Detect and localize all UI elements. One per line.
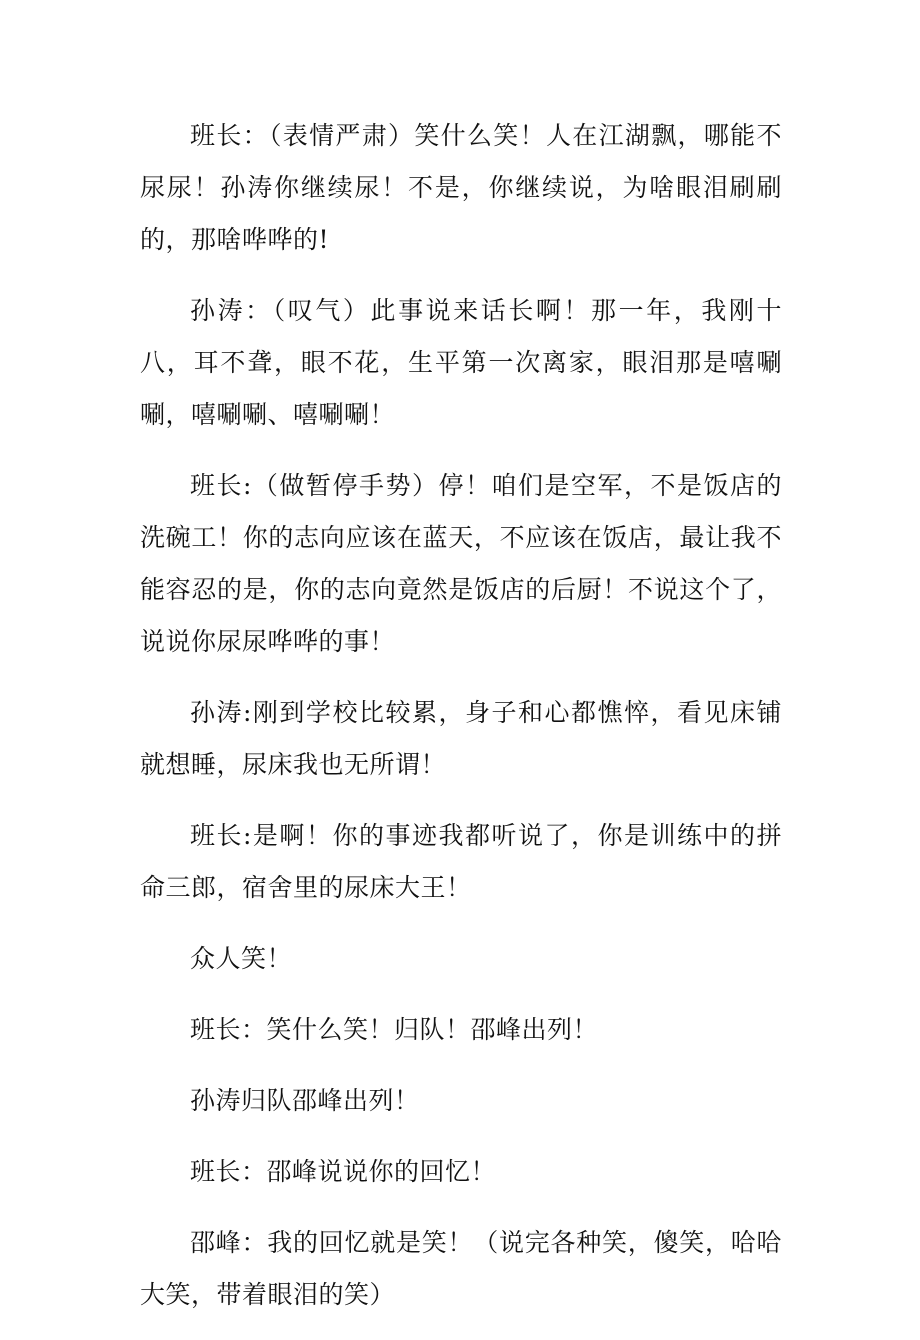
paragraph-5: 班长:是啊！你的事迹我都听说了，你是训练中的拼命三郎，宿舍里的尿床大王！ bbox=[140, 821, 782, 902]
paragraph-1: 班长：（表情严肃）笑什么笑！人在江湖飘，哪能不尿尿！孙涛你继续尿！不是，你继续说，为啥眼泪刷刷的，那啥哗哗的! bbox=[140, 121, 782, 254]
paragraph-8: 孙涛归队邵峰出列！ bbox=[190, 1086, 420, 1115]
paragraph-2: 孙涛：（叹气）此事说来话长啊！那一年，我刚十八，耳不聋，眼不花，生平第一次离家，眼泪那是嘻唰唰，嘻唰唰、嘻唰唰！ bbox=[140, 296, 782, 429]
paragraph-3: 班长:（做暂停手势）停！咱们是空军，不是饭店的洗碗工！你的志向应该在蓝天，不应该在饭店，最让我不能容忍的是，你的志向竟然是饭店的后厨！不说这个了，说说你尿尿哗哗的事！ bbox=[140, 471, 782, 656]
paragraph-7: 班长：笑什么笑！归队！邵峰出列！ bbox=[190, 1015, 599, 1044]
paragraph-6: 众人笑！ bbox=[190, 944, 293, 973]
paragraph-10: 邵峰：我的回忆就是笑！（说完各种笑，傻笑，哈哈大笑，带着眼泪的笑） bbox=[140, 1228, 782, 1309]
paragraph-4: 孙涛:刚到学校比较累，身子和心都憔悴，看见床铺就想睡，尿床我也无所谓！ bbox=[140, 698, 782, 779]
paragraph-9: 班长：邵峰说说你的回忆！ bbox=[190, 1157, 497, 1186]
document-page bbox=[140, 110, 782, 1340]
